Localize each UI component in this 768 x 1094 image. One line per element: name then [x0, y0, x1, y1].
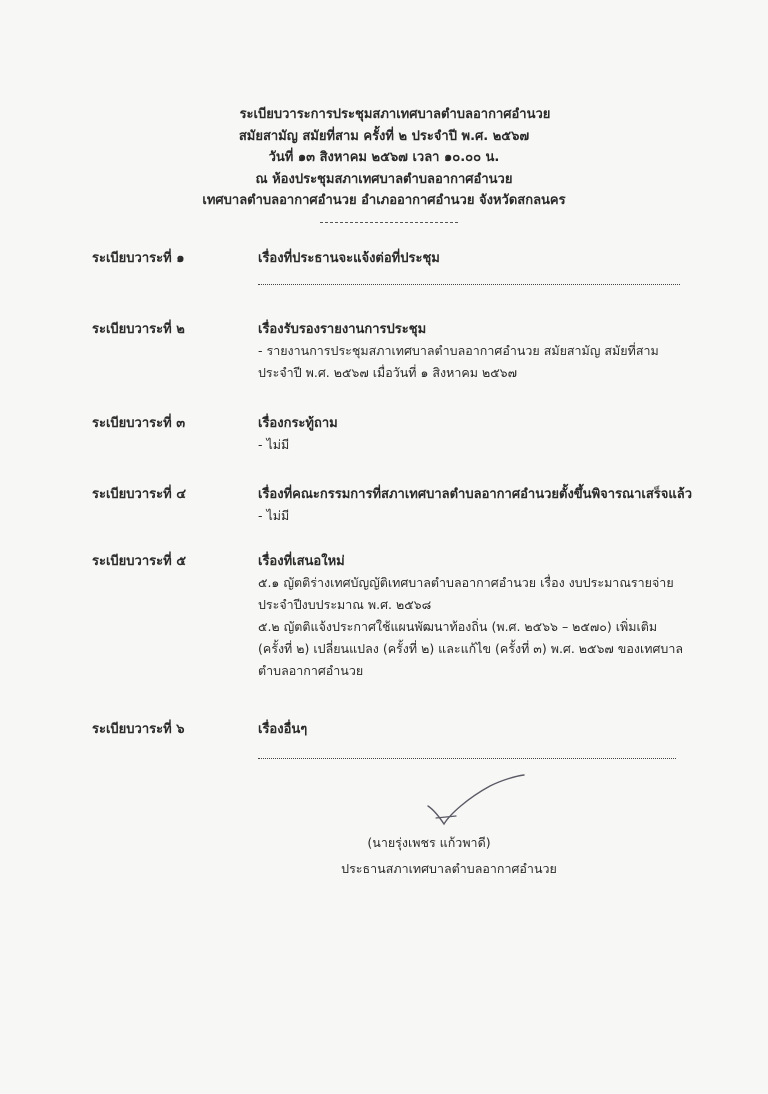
agenda-title: เรื่องกระทู้ถาม [258, 416, 338, 431]
signature-block [0, 830, 768, 882]
agenda-body-line: ตำบลอากาศอำนวย [258, 663, 364, 678]
handwritten-signature [420, 774, 530, 832]
agenda-body-line: - ไม่มี [258, 508, 290, 523]
agenda-title: เรื่องที่เสนอใหม่ [258, 554, 345, 569]
agenda-body-line: ประจำปีงบประมาณ พ.ศ. ๒๕๖๘ [258, 597, 432, 612]
document-header [0, 104, 768, 212]
agenda-title: เรื่องอื่นๆ [258, 722, 308, 737]
agenda-body-line: (ครั้งที่ ๒) เปลี่ยนแปลง (ครั้งที่ ๒) และแก้ไข (ครั้งที่ ๓) พ.ศ. ๒๕๖๗ ของเทศบาล [258, 641, 684, 656]
header-session: สมัยสามัญ สมัยที่สาม ครั้งที่ ๒ ประจำปี พ.ศ. ๒๕๖๗ [238, 128, 530, 144]
header-divider [320, 222, 458, 223]
header-venue: ณ ห้องประชุมสภาเทศบาลตำบลอากาศอำนวย [255, 171, 513, 187]
agenda-body-line: ประจำปี พ.ศ. ๒๕๖๗ เมื่อวันที่ ๑ สิงหาคม ๒๕๖๗ [258, 365, 518, 380]
agenda-body-line: - ไม่มี [258, 437, 290, 452]
dotted-fill-line [258, 284, 680, 285]
agenda-body [258, 434, 688, 456]
agenda-label: ระเบียบวาระที่ ๑ [92, 251, 185, 266]
agenda-title: เรื่องที่ประธานจะแจ้งต่อที่ประชุม [258, 251, 440, 266]
agenda-label: ระเบียบวาระที่ ๕ [92, 554, 187, 569]
agenda-label: ระเบียบวาระที่ ๓ [92, 416, 186, 431]
agenda-label: ระเบียบวาระที่ ๖ [92, 722, 185, 737]
agenda-body-line: ๕.๒ ญัตติแจ้งประกาศใช้แผนพัฒนาท้องถิ่น (พ.ศ. ๒๕๖๖ – ๒๕๗๐) เพิ่มเติม [258, 619, 658, 634]
agenda-body [258, 505, 688, 527]
agenda-label: ระเบียบวาระที่ ๔ [92, 487, 187, 502]
agenda-body-line: ๕.๑ ญัตติร่างเทศบัญญัติเทศบาลตำบลอากาศอำนวย เรื่อง งบประมาณรายจ่าย [258, 575, 674, 590]
agenda-title: เรื่องที่คณะกรรมการที่สภาเทศบาลตำบลอากาศอำนวยตั้งขึ้นพิจารณาเสร็จแล้ว [258, 487, 693, 502]
header-organization: เทศบาลตำบลอากาศอำนวย อำเภออากาศอำนวย จังหวัดสกลนคร [202, 193, 566, 208]
agenda-label: ระเบียบวาระที่ ๒ [92, 322, 185, 337]
header-title: ระเบียบวาระการประชุมสภาเทศบาลตำบลอากาศอำนวย [239, 107, 551, 122]
signatory-name: (นายรุ่งเพชร แก้วพาดี) [367, 835, 491, 850]
agenda-body [258, 572, 688, 682]
agenda-body [258, 340, 688, 384]
signatory-position: ประธานสภาเทศบาลตำบลอากาศอำนวย [341, 861, 557, 876]
header-date-time: วันที่ ๑๓ สิงหาคม ๒๕๖๗ เวลา ๑๐.๐๐ น. [268, 150, 500, 165]
agenda-title: เรื่องรับรองรายงานการประชุม [258, 322, 427, 337]
agenda-body-line: - รายงานการประชุมสภาเทศบาลตำบลอากาศอำนวย สมัยสามัญ สมัยที่สาม [258, 343, 659, 358]
dotted-fill-line [258, 758, 676, 759]
